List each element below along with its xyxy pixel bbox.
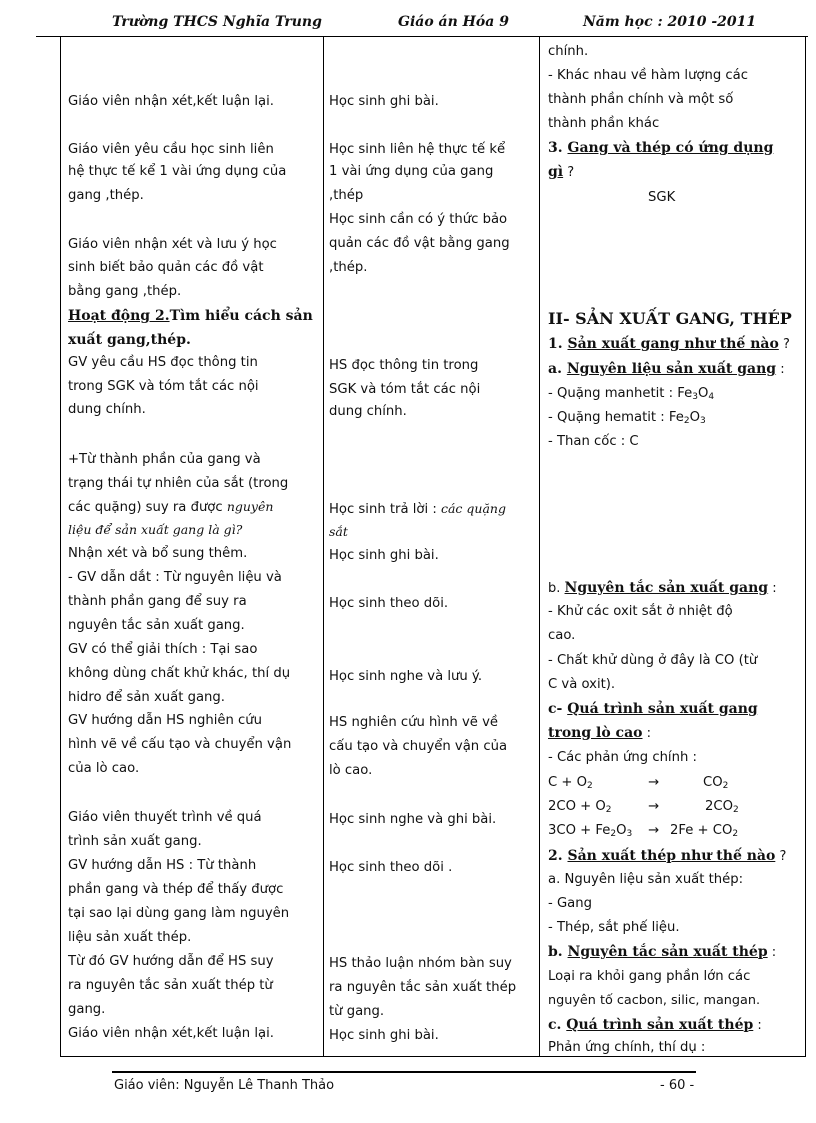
- text-line: tại sao lại dùng gang làm nguyên: [68, 906, 290, 921]
- subscript: 2: [610, 829, 617, 839]
- section-1c-heading-cont: [548, 722, 651, 745]
- text-line: Nhận xét và bổ sung thêm.: [68, 546, 248, 561]
- section-number: 3.: [548, 140, 568, 156]
- text-line: [329, 498, 506, 521]
- text-span: 2CO + O: [548, 799, 606, 814]
- text-line: Học sinh theo dõi .: [329, 860, 453, 875]
- section-title: trong lò cao: [548, 725, 643, 741]
- italic-span: các quặng: [440, 501, 506, 516]
- text-line: HS thảo luận nhóm bàn suy: [329, 956, 512, 971]
- section-1c-heading: [548, 698, 758, 720]
- text-line: Học sinh ghi bài.: [329, 1028, 439, 1043]
- text-span: - Quặng hematit : Fe: [548, 410, 684, 425]
- text-line: của lò cao.: [68, 761, 140, 776]
- text-line: thành phần chính và một số: [548, 92, 734, 107]
- section-number: b.: [548, 581, 565, 596]
- text-line: quản các đồ vật bằng gang: [329, 236, 510, 251]
- text-line: GV có thể giải thích : Tại sao: [68, 642, 258, 657]
- text-line: trình sản xuất gang.: [68, 834, 202, 849]
- lesson-table: [60, 37, 806, 1057]
- header-subject: Giáo án Hóa 9: [398, 14, 509, 30]
- text-line: từ gang.: [329, 1004, 385, 1019]
- activity-2-heading: [68, 305, 313, 327]
- text-line: nguyên tố cacbon, silic, mangan.: [548, 993, 761, 1008]
- section-2-heading: [548, 845, 786, 868]
- subscript: 2: [683, 416, 690, 426]
- student-activities-column: [329, 37, 535, 1056]
- text-line: ,thép.: [329, 260, 368, 275]
- subscript: 2: [732, 805, 739, 815]
- section-number: 1.: [548, 336, 568, 352]
- arrow-icon: →: [648, 799, 660, 814]
- text-line: gang.: [68, 1002, 106, 1017]
- text-span: O: [689, 410, 701, 425]
- text-line: - Các phản ứng chính :: [548, 750, 697, 765]
- activity-2-title: Tìm hiểu cách sản: [169, 308, 313, 324]
- text-line: Giáo viên nhận xét,kết luận lại.: [68, 1026, 274, 1041]
- text-span: 3CO + Fe: [548, 823, 611, 838]
- text-line: hidro để sản xuất gang.: [68, 690, 225, 705]
- text-line: gang ,thép.: [68, 188, 144, 203]
- text-line: ra nguyên tắc sản xuất thép: [329, 980, 517, 995]
- ore-magnetite: [548, 383, 714, 408]
- text-line: HS nghiên cứu hình vẽ về: [329, 715, 499, 730]
- section-title: Nguyên tắc sản xuất gang: [564, 580, 769, 596]
- text-line: GV hướng dẫn HS : Từ thành: [68, 858, 257, 873]
- reaction-3-product: [670, 820, 738, 845]
- text-line: nguyên tắc sản xuất gang.: [68, 618, 245, 633]
- arrow-icon: →: [648, 775, 660, 790]
- section-number: c.: [548, 1017, 567, 1033]
- text-line-italic: sắt: [329, 524, 348, 539]
- text-line: - Gang: [548, 896, 592, 911]
- text-line: - Chất khử dùng ở đây là CO (từ: [548, 653, 758, 668]
- section-1a-heading: [548, 358, 785, 381]
- activity-2-label: Hoạt động 2.: [68, 308, 170, 324]
- text-line: dung chính.: [68, 402, 146, 417]
- question-mark: ?: [778, 337, 790, 352]
- text-line: thành phần gang để suy ra: [68, 594, 247, 609]
- section-1-heading: [548, 333, 790, 356]
- section-number: c-: [548, 701, 568, 717]
- section-title: Gang và thép có ứng dụng: [567, 140, 774, 156]
- text-line: dung chính.: [329, 404, 407, 419]
- text-line: - GV dẫn dắt : Từ nguyên liệu và: [68, 570, 282, 585]
- footer-teacher: Giáo viên: Nguyễn Lê Thanh Thảo: [114, 1078, 335, 1093]
- text-line: liệu sản xuất thép.: [68, 930, 192, 945]
- ore-hematite: [548, 407, 706, 432]
- text-line: ,thép: [329, 188, 364, 203]
- text-span: Học sinh trả lời :: [329, 502, 441, 517]
- text-line: [68, 496, 273, 519]
- section-3-heading: [548, 137, 773, 159]
- colon: :: [768, 581, 777, 596]
- text-line: Giáo viên nhận xét,kết luận lại.: [68, 94, 274, 109]
- text-line: a. Nguyên liệu sản xuất thép:: [548, 872, 744, 887]
- section-title: gì: [548, 164, 564, 180]
- text-line: Học sinh liên hệ thực tế kể: [329, 142, 506, 157]
- colon: :: [642, 726, 652, 741]
- text-span: các quặng) suy ra được: [68, 500, 227, 515]
- subscript: 2: [732, 829, 739, 839]
- subscript: 4: [708, 392, 715, 402]
- subscript: 3: [692, 392, 698, 402]
- text-line: Giáo viên yêu cầu học sinh liên: [68, 142, 274, 157]
- text-line: HS đọc thông tin trong: [329, 358, 479, 373]
- subscript: 2: [722, 781, 729, 791]
- reaction-3: [548, 820, 632, 845]
- text-line: không dùng chất khử khác, thí dụ: [68, 666, 291, 681]
- colon: :: [753, 1018, 762, 1033]
- arrow-icon: →: [648, 823, 660, 838]
- section-title: Nguyên tắc sản xuất thép: [567, 944, 768, 960]
- text-span: CO: [703, 775, 723, 790]
- text-line: - Thép, sắt phế liệu.: [548, 920, 680, 935]
- text-line: Phản ứng chính, thí dụ :: [548, 1040, 706, 1055]
- text-line: trong SGK và tóm tắt các nội: [68, 379, 259, 394]
- colon: :: [767, 945, 777, 960]
- text-line: Học sinh ghi bài.: [329, 94, 439, 109]
- footer-rule: [112, 1071, 696, 1073]
- reaction-2: [548, 796, 612, 821]
- text-line: chính.: [548, 44, 589, 59]
- reaction-1: [548, 772, 593, 797]
- text-span: 2CO: [705, 799, 733, 814]
- text-span: O: [698, 386, 709, 401]
- section-number: b.: [548, 944, 568, 960]
- activity-2-title-cont: xuất gang,thép.: [68, 332, 191, 348]
- section-3-heading-cont: [548, 161, 574, 184]
- text-line: bằng gang ,thép.: [68, 284, 182, 299]
- section-title: Quá trình sản xuất gang: [567, 701, 758, 717]
- text-line: Học sinh theo dõi.: [329, 596, 449, 611]
- sgk-reference: SGK: [648, 190, 676, 205]
- text-line: lò cao.: [329, 763, 373, 778]
- section-1b-heading: [548, 577, 777, 600]
- text-span: O: [616, 823, 627, 838]
- question-mark: ?: [563, 165, 575, 180]
- section-2b-heading: [548, 941, 776, 964]
- text-line: phần gang và thép để thấy được: [68, 882, 284, 897]
- text-line: GV hướng dẫn HS nghiên cứu: [68, 713, 263, 728]
- text-line: 1 vài ứng dụng của gang: [329, 164, 494, 179]
- section-title: Sản xuất gang như thế nào: [567, 336, 779, 352]
- text-line: C và oxit).: [548, 677, 616, 692]
- teacher-activities-column: [68, 37, 318, 1056]
- text-line: Giáo viên nhận xét và lưu ý học: [68, 237, 277, 252]
- header-year: Năm học : 2010 -2011: [583, 14, 757, 30]
- section-2c-heading: [548, 1014, 762, 1037]
- subscript: 2: [605, 805, 612, 815]
- column-divider-2: [539, 37, 540, 1056]
- text-span: 2Fe + CO: [670, 823, 733, 838]
- text-line-italic: liệu để sản xuất gang là gì?: [68, 522, 243, 537]
- text-line: Học sinh nghe và lưu ý.: [329, 669, 483, 684]
- subscript: 3: [626, 829, 633, 839]
- subscript: 2: [587, 781, 593, 791]
- section-title: Quá trình sản xuất thép: [566, 1017, 754, 1033]
- text-line: Loại ra khỏi gang phần lớn các: [548, 969, 751, 984]
- part-2-heading: II- SẢN XUẤT GANG, THÉP: [548, 309, 792, 328]
- text-span: C + O: [548, 775, 588, 790]
- text-line: hệ thực tế kể 1 vài ứng dụng của: [68, 164, 287, 179]
- text-line: Học sinh cần có ý thức bảo: [329, 212, 508, 227]
- text-line: thành phần khác: [548, 116, 660, 131]
- text-line: hình vẽ về cấu tạo và chuyển vận: [68, 737, 292, 752]
- section-number: 2.: [548, 848, 568, 864]
- text-line: Học sinh nghe và ghi bài.: [329, 812, 497, 827]
- section-title: Sản xuất thép như thế nào: [567, 848, 776, 864]
- text-line: trạng thái tự nhiên của sắt (trong: [68, 476, 289, 491]
- reaction-1-product: [703, 772, 728, 797]
- text-line: +Từ thành phần của gang và: [68, 452, 261, 467]
- text-line: Từ đó GV hướng dẫn để HS suy: [68, 954, 274, 969]
- colon: :: [776, 362, 785, 377]
- text-line: Học sinh ghi bài.: [329, 548, 439, 563]
- text-line: sinh biết bảo quản các đồ vật: [68, 260, 264, 275]
- text-span: - Quặng manhetit : Fe: [548, 386, 693, 401]
- section-title: Nguyên liệu sản xuất gang: [566, 361, 777, 377]
- italic-span: nguyên: [226, 499, 274, 514]
- text-line: cấu tạo và chuyển vận của: [329, 739, 508, 754]
- coke: - Than cốc : C: [548, 434, 639, 449]
- text-line: Giáo viên thuyết trình về quá: [68, 810, 262, 825]
- subscript: 3: [700, 416, 706, 426]
- section-number: a.: [548, 361, 567, 377]
- text-line: SGK và tóm tắt các nội: [329, 382, 481, 397]
- text-line: cao.: [548, 628, 576, 643]
- footer-page-number: - 60 -: [660, 1078, 695, 1093]
- lesson-content-column: [548, 37, 804, 1056]
- question-mark: ?: [775, 849, 787, 864]
- text-line: ra nguyên tắc sản xuất thép từ: [68, 978, 273, 993]
- text-line: - Khác nhau về hàm lượng các: [548, 68, 749, 83]
- header-school: Trường THCS Nghĩa Trung: [112, 14, 322, 30]
- text-line: - Khử các oxit sắt ở nhiệt độ: [548, 604, 733, 619]
- column-divider-1: [323, 37, 324, 1056]
- text-line: GV yêu cầu HS đọc thông tin: [68, 355, 258, 370]
- reaction-2-product: [705, 796, 739, 821]
